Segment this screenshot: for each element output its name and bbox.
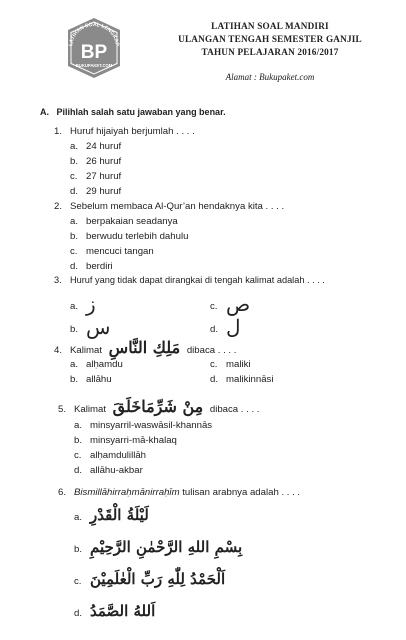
header-line-2: ULANGAN TENGAH SEMESTER GANJIL <box>178 34 362 44</box>
question-text: Huruf yang tidak dapat dirangkai di tengah kalimat adalah . . . . <box>70 275 325 285</box>
question-post: tulisan arabnya adalah . . . . <box>182 487 301 498</box>
arabic-phrase: مَلِكِ النَّاسِ <box>108 338 181 357</box>
header-line-3: TAHUN PELAJARAN 2016/2017 <box>201 47 339 57</box>
question-number: 2. <box>54 201 63 212</box>
q4-option-a: a. alḥamdu <box>70 359 123 370</box>
q6-option-c: c. اَلْحَمْدُ لِلّٰهِ رَبِّ الْعٰلَمِيْنَ <box>74 570 226 588</box>
question-4 <box>54 338 236 357</box>
section-instruction <box>40 107 226 117</box>
question-text: Huruf hijaiyah berjumlah . . . . <box>70 126 195 137</box>
question-pre: Kalimat <box>74 404 106 415</box>
logo-site: BUKUPAKET.COM <box>75 63 113 68</box>
q4-option-d: d. malikinnāsi <box>210 374 274 385</box>
q1-option-a: a. 24 huruf <box>70 141 122 152</box>
q1-option-d: d. 29 huruf <box>70 186 122 197</box>
q3-option-a: a. ز <box>70 292 96 316</box>
header-line-1: LATIHAN SOAL MANDIRI <box>211 21 329 31</box>
question-2 <box>54 201 284 212</box>
question-post: dibaca . . . . <box>209 404 260 415</box>
q5-option-c: c. alḥamdulillāh <box>74 450 146 461</box>
question-number: 5. <box>58 404 67 415</box>
section-label: A. <box>40 107 49 117</box>
section-text: Pilihlah salah satu jawaban yang benar. <box>56 107 226 117</box>
question-number: 4. <box>54 345 63 356</box>
question-pre: Kalimat <box>70 345 102 356</box>
arabic-phrase: مِنْ شَرِّمَاخَلَقَ <box>112 397 204 416</box>
q2-option-a: a. berpakaian seadanya <box>70 216 178 227</box>
q4-option-c: c. maliki <box>210 359 251 370</box>
q6-option-a: a. لَيْلَةُ الْقَدْرِ <box>74 506 149 524</box>
q3-option-d: d. ل <box>210 315 241 339</box>
exam-header <box>150 20 390 59</box>
question-text: Sebelum membaca Al-Qur’an hendaknya kita . . . . <box>70 201 285 212</box>
q6-option-d: d. اَللهُ الصَّمَدُ <box>74 602 156 620</box>
q3-option-c: c. ص <box>210 292 251 316</box>
q4-option-b: b. allāhu <box>70 374 112 385</box>
q5-option-b: b. minsyarri-mā-khalaq <box>74 435 177 446</box>
question-5 <box>58 397 259 416</box>
q1-option-c: c. 27 huruf <box>70 171 122 182</box>
q5-option-a: a. minsyarril-waswāsil-khannās <box>74 420 213 431</box>
logo-initials: BP <box>80 42 108 63</box>
q3-option-b: b. س <box>70 315 111 339</box>
logo-top-text: LATIHAN SOAL LENGKAP <box>68 21 120 47</box>
question-1 <box>54 126 195 137</box>
q1-option-b: b. 26 huruf <box>70 156 122 167</box>
question-italic: Bismillāhirraḥmānirraḥīm <box>74 487 180 498</box>
bukupaket-logo <box>62 16 126 80</box>
question-number: 1. <box>54 126 63 137</box>
question-number: 6. <box>58 487 67 498</box>
q2-option-c: c. mencuci tangan <box>70 246 154 257</box>
question-6 <box>58 487 300 498</box>
question-post: dibaca . . . . <box>186 345 237 356</box>
q5-option-d: d. allāhu-akbar <box>74 465 143 476</box>
q2-option-b: b. berwudu terlebih dahulu <box>70 231 189 242</box>
q2-option-d: d. berdiri <box>70 261 113 272</box>
header-address: Alamat : Bukupaket.com <box>225 72 315 82</box>
question-number: 3. <box>54 275 62 285</box>
question-3 <box>54 275 325 285</box>
q6-option-b: b. بِسْمِ اللهِ الرَّحْمٰنِ الرَّحِيْمِ <box>74 538 243 556</box>
